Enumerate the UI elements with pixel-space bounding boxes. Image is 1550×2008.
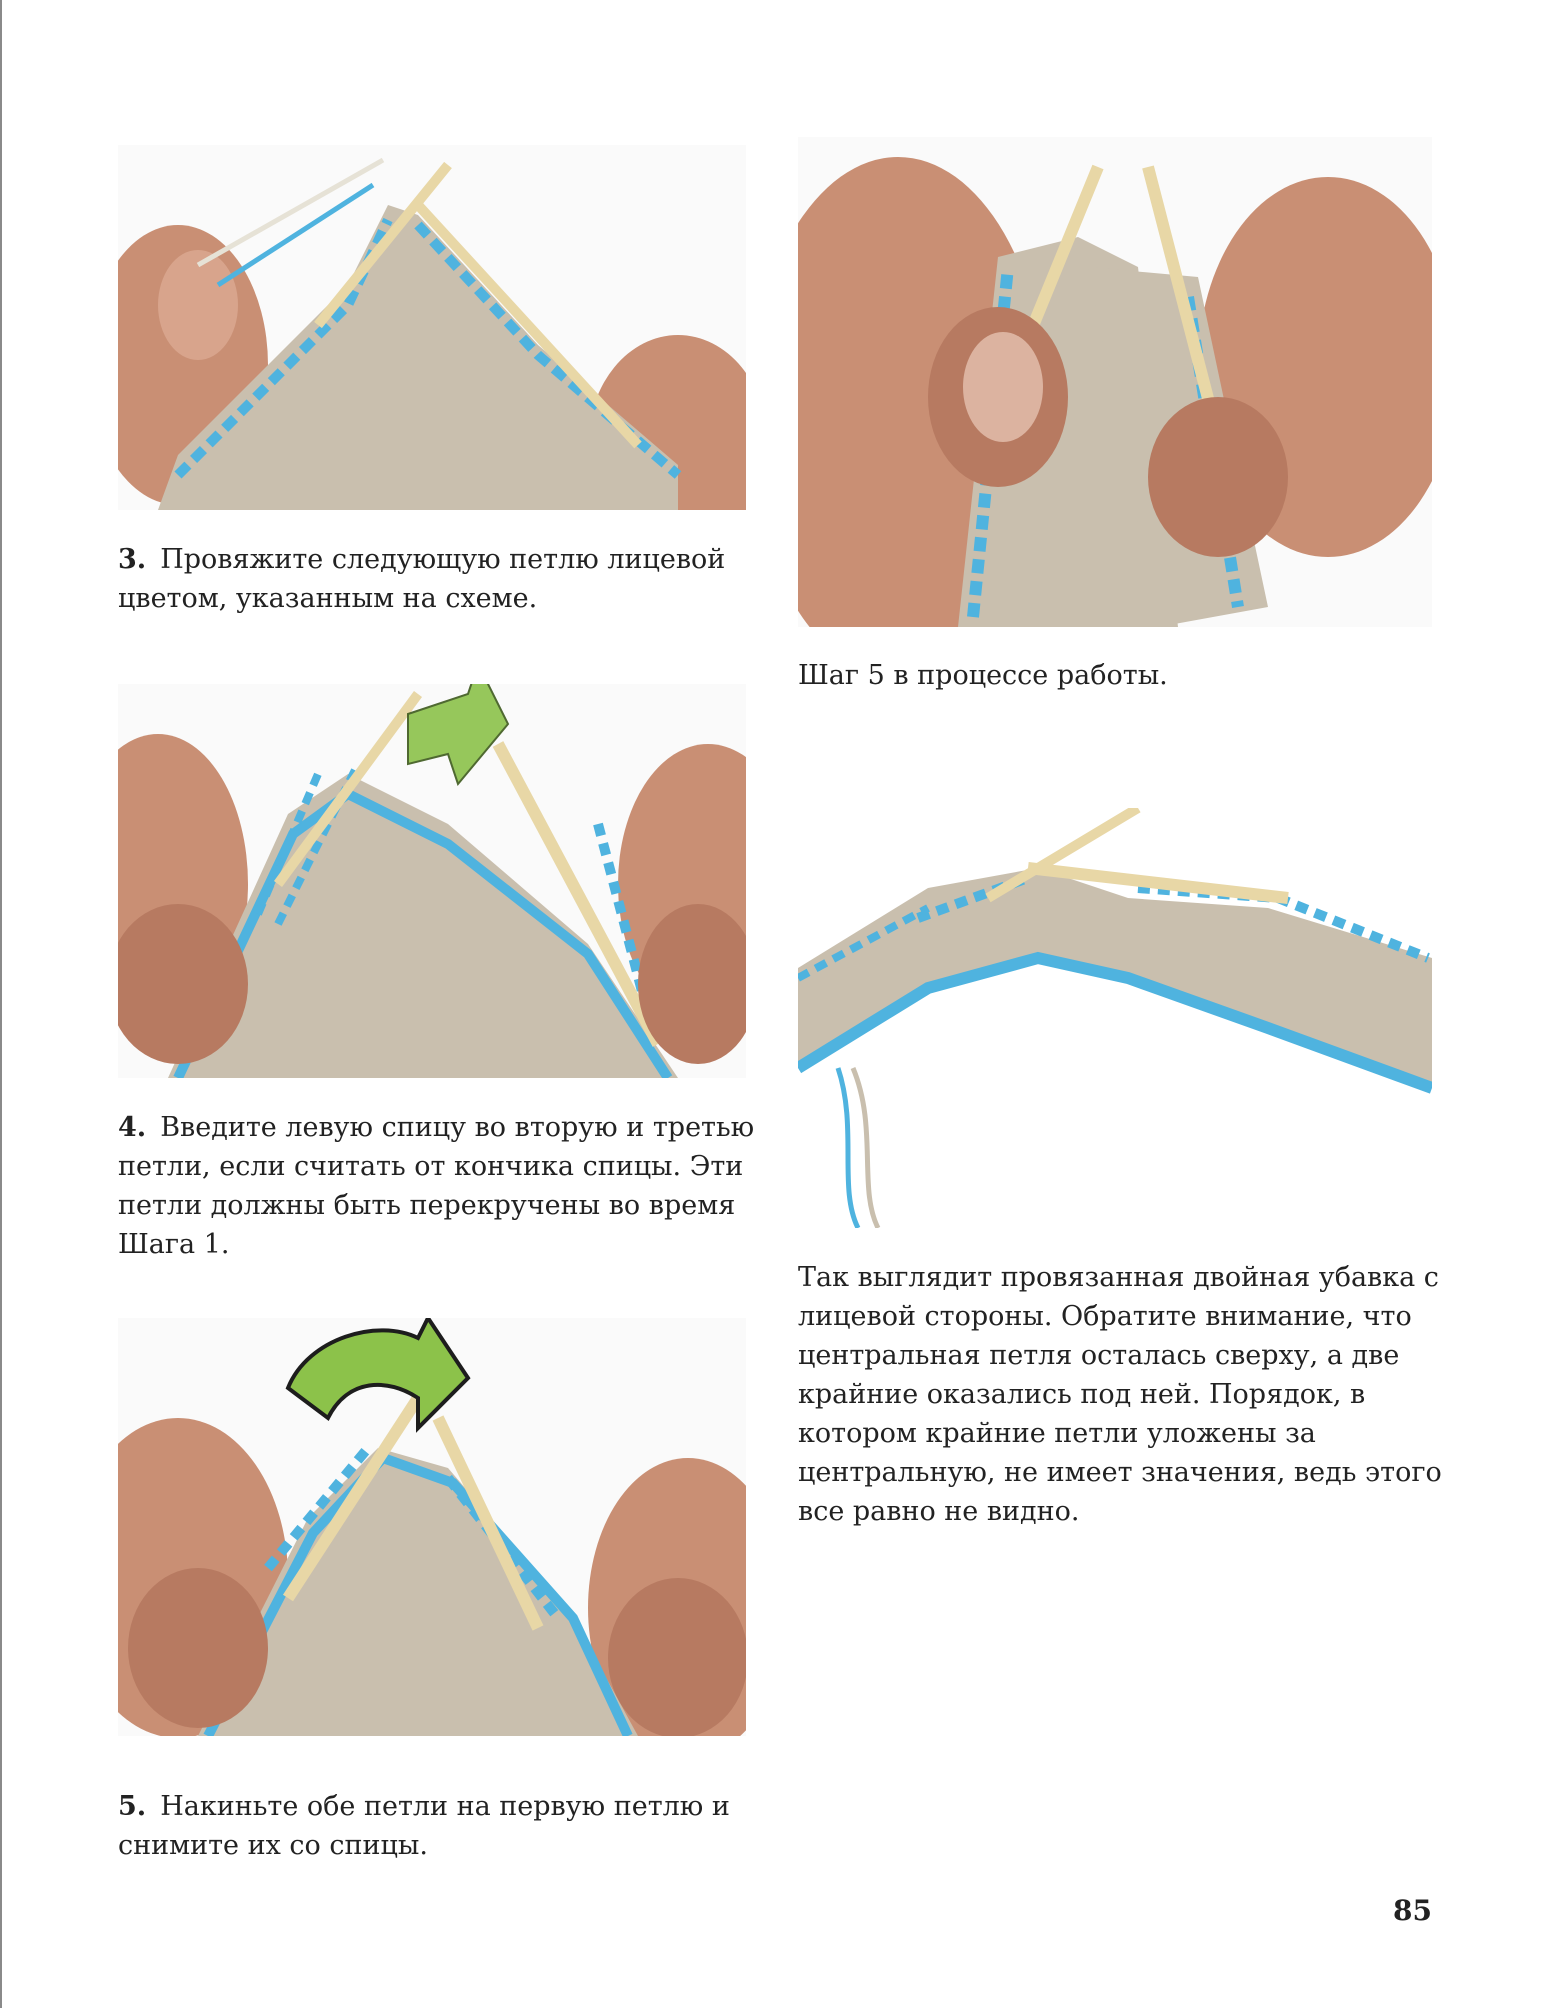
caption-step-4 <box>118 1108 758 1264</box>
photo-step-3 <box>118 145 746 510</box>
step-text: Накиньте обе петли на первую петлю и снимите их со спицы. <box>118 1791 730 1861</box>
photo-result <box>798 808 1432 1228</box>
photo-step-5-progress <box>798 137 1432 627</box>
step-number: 4. <box>118 1112 147 1143</box>
caption-text: Шаг 5 в процессе работы. <box>798 660 1168 691</box>
caption-step-3 <box>118 540 758 618</box>
page-edge-line <box>0 0 2 2008</box>
photo-step-5 <box>118 1318 746 1736</box>
page-number: 85 <box>1393 1894 1432 1927</box>
photo-step-4 <box>118 684 746 1078</box>
caption-text: Так выглядит провязанная двойная убавка с лицевой стороны. Обратите внимание, что центральная петля осталась сверху, а две крайние оказались под ней. Порядок, в котором крайние петли уложены за центральную, не имеет значения, ведь этого все равно не видно. <box>798 1262 1442 1527</box>
caption-step-5-progress <box>798 656 1458 695</box>
caption-result <box>798 1258 1458 1531</box>
step-number: 5. <box>118 1791 147 1822</box>
step-text: Введите левую спицу во вторую и третью петли, если считать от кончика спицы. Эти петли должны быть перекручены во время Шага 1. <box>118 1112 755 1260</box>
caption-step-5 <box>118 1787 758 1865</box>
step-text: Провяжите следующую петлю лицевой цветом, указанным на схеме. <box>118 544 726 614</box>
step-number: 3. <box>118 544 147 575</box>
